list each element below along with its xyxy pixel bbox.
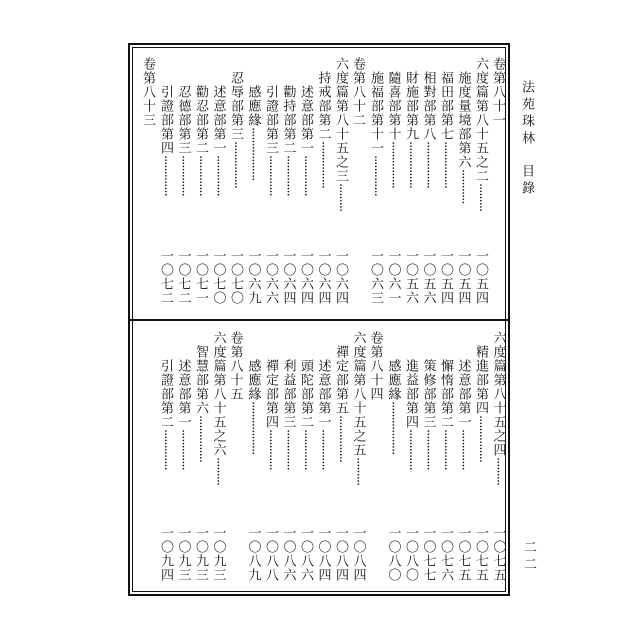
leader-dots: ········· (210, 457, 225, 486)
toc-entry-label: 禪定部第五 (333, 345, 348, 415)
leader-dots: ················· (385, 401, 400, 455)
toc-entry (245, 85, 261, 305)
toc-entry (210, 331, 226, 582)
toc-entry-page: 一〇七五 (455, 526, 471, 582)
toc-entry-label: 述意部第一 (298, 85, 313, 155)
toc-entry-label: 六度篇第八十五之五 (350, 331, 366, 457)
toc-entry-page: 一〇八四 (333, 526, 348, 582)
toc-entry (438, 71, 454, 305)
toc-entry-label: 感應緣 (245, 359, 261, 401)
toc-entry (368, 71, 384, 305)
toc-entry (385, 359, 401, 582)
toc-entry-label: 述意部第一 (315, 359, 331, 429)
toc-entry-page: 一〇七六 (438, 526, 453, 582)
toc-entry-label: 述意部第一 (455, 359, 471, 429)
toc-entry (473, 345, 489, 582)
toc-entry-label: 智慧部第六 (193, 345, 208, 415)
toc-entry-label: 感應緣 (245, 85, 261, 127)
toc-entry (298, 359, 314, 582)
juan-heading (228, 331, 243, 401)
toc-entry (438, 359, 454, 582)
leader-dots: ············· (297, 429, 313, 470)
toc-entry-page: 一〇七七 (420, 526, 436, 582)
toc-entry-page: 一〇七〇 (228, 249, 243, 305)
toc-entry-label: 相對部第八 (420, 71, 436, 141)
toc-entry (333, 57, 349, 305)
leader-dots: ··············· (420, 141, 435, 188)
toc-entry-label: 六度篇第八十五之四 (490, 331, 506, 457)
toc-entry-label: 引證部第二 (158, 359, 173, 429)
toc-entry (420, 71, 436, 305)
toc-entry (245, 359, 261, 582)
toc-entry-page: 一〇八六 (298, 526, 313, 582)
leader-dots: ··············· (472, 415, 488, 462)
toc-entry (210, 85, 226, 305)
leader-dots: ········· (350, 457, 365, 486)
leader-dots: ··············· (192, 415, 208, 462)
toc-entry-page: 一〇五四 (438, 249, 453, 305)
leader-dots: ········· (490, 457, 505, 486)
toc-entry-page: 一〇六六 (263, 249, 278, 305)
leader-dots: ············· (175, 155, 190, 196)
toc-entry-label: 施福部第十一 (368, 71, 383, 155)
toc-entry-label: 感應緣 (385, 359, 401, 401)
toc-entry-page: 一〇六九 (245, 249, 261, 305)
leader-dots: ················· (245, 401, 260, 455)
toc-entry (193, 85, 209, 305)
toc-entry-label: 持戒部第二 (315, 71, 331, 141)
leader-dots: ············· (175, 429, 190, 470)
toc-entry-label: 精進部第四 (473, 345, 488, 415)
toc-entry-label: 策修部第三 (420, 359, 436, 429)
toc-entry-label: 忍德部第三 (175, 85, 191, 155)
toc-entry-page: 一〇六四 (280, 249, 296, 305)
toc-entry (403, 71, 419, 305)
leader-dots: ············· (297, 155, 313, 196)
toc-entry-page: 一〇六四 (298, 249, 313, 305)
leader-dots: ············· (437, 429, 453, 470)
leader-dots: ··············· (437, 141, 453, 188)
juan-heading (490, 57, 505, 127)
toc-entry-page: 一〇九三 (193, 526, 208, 582)
leader-dots: ············· (280, 155, 295, 196)
toc-entry-label: 進益部第四 (403, 359, 418, 429)
juan-heading (350, 57, 365, 127)
toc-entry (175, 359, 191, 582)
toc-entry (193, 345, 209, 582)
toc-entry-page: 一〇七一 (193, 249, 208, 305)
toc-entry (263, 359, 279, 582)
leader-dots: ··············· (227, 141, 243, 188)
toc-entry-label: 六度篇第八十五之六 (210, 331, 226, 457)
toc-entry (420, 359, 436, 582)
toc-entry-label: 卷第八十四 (367, 331, 383, 401)
toc-entry (158, 359, 174, 582)
leader-dots: ············· (262, 155, 278, 196)
toc-entry-label: 卷第八十一 (490, 57, 505, 127)
toc-entry-label: 卷第八十二 (350, 57, 365, 127)
toc-entry-label: 六度篇第八十五之二 (473, 57, 488, 183)
toc-entry-page: 一〇六四 (315, 249, 331, 305)
toc-entry-page: 一〇八四 (350, 526, 366, 582)
leader-dots: ············· (402, 429, 418, 470)
toc-entry-page: 一〇九三 (175, 526, 191, 582)
toc-entry (490, 331, 506, 582)
toc-entry-page: 一〇八九 (245, 526, 261, 582)
toc-entry (158, 85, 174, 305)
toc-entry-label: 財施部第九 (403, 71, 418, 141)
toc-entry-page: 一〇六三 (368, 249, 383, 305)
juan-heading (368, 331, 383, 401)
leader-dots: ············· (157, 429, 173, 470)
leader-dots: ············· (455, 429, 470, 470)
toc-entry-label: 利益部第三 (280, 359, 296, 429)
leader-dots: ··············· (385, 141, 400, 188)
toc-entry (175, 85, 191, 305)
leader-dots: ··········· (455, 169, 470, 204)
toc-entry (455, 359, 471, 582)
toc-entry-page: 一〇八四 (315, 526, 331, 582)
toc-entry-label: 忍辱部第三 (228, 71, 243, 141)
leader-dots: ············· (192, 155, 208, 196)
book-title: 法苑珠林 (519, 80, 534, 148)
toc-entry-label: 頭陀部第二 (298, 359, 313, 429)
toc-entry-page: 一〇六四 (333, 249, 348, 305)
leader-dots: ············· (210, 155, 225, 196)
toc-entry-page: 一〇八六 (280, 526, 296, 582)
toc-entry-label: 卷第八十三 (140, 57, 155, 127)
toc-entry-page: 一〇八〇 (385, 526, 401, 582)
toc-entry-page: 一〇六一 (385, 249, 401, 305)
leader-dots: ············· (367, 155, 383, 196)
page-number: 二二 (521, 540, 536, 574)
leader-dots: ············· (315, 429, 330, 470)
toc-entry (403, 359, 419, 582)
toc-entry-page: 一〇七五 (473, 526, 488, 582)
toc-entry-page: 一〇五四 (455, 249, 471, 305)
toc-entry-page: 一〇九三 (210, 526, 226, 582)
toc-entry (350, 331, 366, 582)
toc-entry-page: 一〇五六 (403, 249, 418, 305)
toc-entry-label: 施度量境部第六 (455, 71, 471, 169)
toc-entry (280, 359, 296, 582)
toc-entry-label: 勸忍部第二 (193, 85, 208, 155)
toc-entry-page: 一〇八八 (263, 526, 278, 582)
toc-entry-label: 勸持部第二 (280, 85, 296, 155)
toc-entry (473, 57, 489, 305)
toc-entry-page: 一〇五六 (420, 249, 436, 305)
toc-entry (315, 71, 331, 305)
toc-entry-label: 述意部第一 (210, 85, 226, 155)
toc-entry-page: 一〇七五 (490, 526, 506, 582)
toc-entry-label: 述意部第一 (175, 359, 191, 429)
leader-dots: ············· (262, 429, 278, 470)
leader-dots: ········· (332, 183, 348, 212)
leader-dots: ············· (280, 429, 295, 470)
toc-entry (315, 359, 331, 582)
toc-entry (280, 85, 296, 305)
leader-dots: ··············· (402, 141, 418, 188)
leader-dots: ··············· (315, 141, 330, 188)
toc-entry (455, 71, 471, 305)
toc-entry-label: 懈惰部第二 (438, 359, 453, 429)
toc-entry (385, 71, 401, 305)
toc-entry-label: 禪定部第四 (263, 359, 278, 429)
toc-entry-page: 一〇八〇 (403, 526, 418, 582)
toc-entry-label: 引證部第四 (158, 85, 173, 155)
toc-entry-label: 福田部第七 (438, 71, 453, 141)
toc-entry (298, 85, 314, 305)
toc-entry-page: 一〇七二 (158, 249, 173, 305)
leader-dots: ················· (245, 127, 260, 181)
toc-entry (333, 345, 349, 582)
leader-dots: ············· (157, 155, 173, 196)
leader-dots: ··············· (332, 415, 348, 462)
juan-heading (140, 57, 155, 127)
section-title: 目錄 (519, 164, 534, 198)
register-divider (130, 319, 508, 321)
leader-dots: ········· (472, 183, 488, 212)
toc-entry-label: 卷第八十五 (227, 331, 243, 401)
toc-entry-label: 引證部第三 (263, 85, 278, 155)
leader-dots: ············· (420, 429, 435, 470)
toc-entry-page: 一〇九四 (158, 526, 173, 582)
toc-entry-label: 六度篇第八十五之三 (333, 57, 348, 183)
toc-entry-label: 隨喜部第十 (385, 71, 401, 141)
toc-entry-page: 一〇七〇 (210, 249, 226, 305)
toc-entry-page: 一〇七二 (175, 249, 191, 305)
toc-entry (263, 85, 279, 305)
toc-entry-page: 一〇五四 (473, 249, 488, 305)
toc-entry (228, 71, 244, 305)
running-header (517, 80, 536, 198)
